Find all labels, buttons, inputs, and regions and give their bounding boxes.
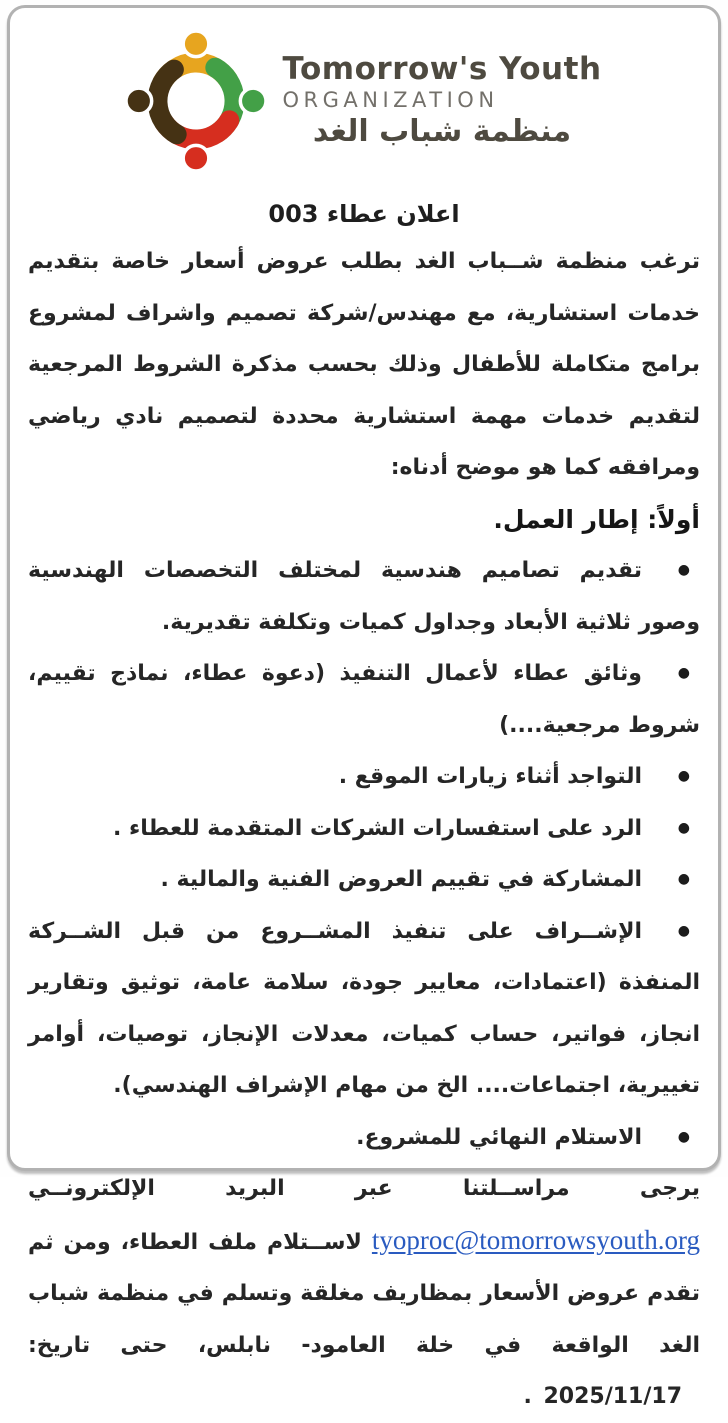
document-frame (7, 5, 721, 1409)
scope-item-text: وثائق عطاء لأعمال التنفيذ (دعوة عطاء، نماذج تقييم، شروط مرجعية....) (28, 661, 700, 738)
org-logo-text (282, 52, 601, 151)
org-name-english: Tomorrow's Youth (282, 50, 602, 87)
bullet-icon: ● (677, 562, 690, 578)
scope-item-text: الاستلام النهائي للمشروع. (356, 1124, 642, 1150)
scope-item-text: التواجد أثناء زيارات الموقع . (338, 764, 642, 789)
org-type-english: ORGANIZATION (282, 87, 499, 112)
scope-list-item (28, 906, 700, 1112)
people-circle-logo-icon (126, 31, 266, 171)
org-logo (22, 26, 706, 176)
scope-of-work-list (28, 545, 700, 1163)
bullet-icon: ● (677, 819, 690, 836)
org-name-arabic: منظمة شباب الغد (312, 113, 572, 149)
scope-of-work-heading: أولاً: إطار العمل. (493, 504, 700, 534)
scope-item-text: تقديم تصاميم هندسية لمختلف التخصصات الهندسية وصور ثلاثية الأبعاد وجداول كميات وتكلفة تقديرية. (28, 558, 700, 635)
deadline-date: 2025/11/17 (543, 1384, 682, 1409)
scope-list-item (28, 545, 700, 648)
bullet-icon: ● (677, 665, 690, 681)
bullet-icon: ● (677, 871, 690, 887)
bullet-icon: ● (677, 922, 690, 939)
bullet-icon: ● (677, 768, 690, 784)
closing-text-before-email: يرجى مراســلتنا عبر البريد الإلكترونــي (28, 1176, 700, 1201)
email-link[interactable]: tyoproc@tomorrowsyouth.org (371, 1224, 700, 1255)
scope-item-text: الإشــراف على تنفيذ المشــروع من قبل الشــركة المنفذة (اعتمادات، معايير جودة، سلامة عامة، توثيق وتقارير انجاز، فواتير، حساب كميات، معدلات الإنجاز، توصيات، أوامر تغييرية، اجتماعات.... الخ من مهام الإشراف الهندسي). (28, 918, 700, 1098)
tender-title: اعلان عطاء 003 (268, 200, 460, 228)
closing-paragraph (28, 1163, 700, 1423)
scope-list-item (28, 1112, 700, 1164)
scope-list-item (28, 854, 700, 906)
intro-paragraph: ترغب منظمة شــباب الغد بطلب عروض أسعار خاصة بتقديم خدمات استشارية، مع مهندس/شركة تصميم واشراف لمشروع برامج متكاملة للأطفال وذلك بحسب مذكرة الشروط المرجعية لتقديم خدمات مهمة استشارية محددة لتصميم نادي رياضي ومرافقه كما هو موضح أدناه: (28, 249, 700, 480)
bullet-icon: ● (677, 1128, 690, 1145)
scope-list-item (28, 751, 700, 803)
scope-item-text: الرد على استفسارات الشركات المتقدمة للعطاء . (113, 815, 642, 841)
scope-list-item (28, 648, 700, 751)
scope-list-item (28, 803, 700, 855)
scope-item-text: المشاركة في تقييم العروض الفنية والمالية . (160, 867, 642, 892)
document-body (22, 236, 706, 1423)
closing-text-after-email: لاســتلام ملف العطاء، ومن ثم تقدم عروض الأسعار بمظاريف مغلقة وتسلم في منظمة شباب الغد الواقعة في خلة العامود- نابلس، حتى تاريخ: (28, 1229, 700, 1358)
closing-end-mark: . (523, 1384, 532, 1409)
